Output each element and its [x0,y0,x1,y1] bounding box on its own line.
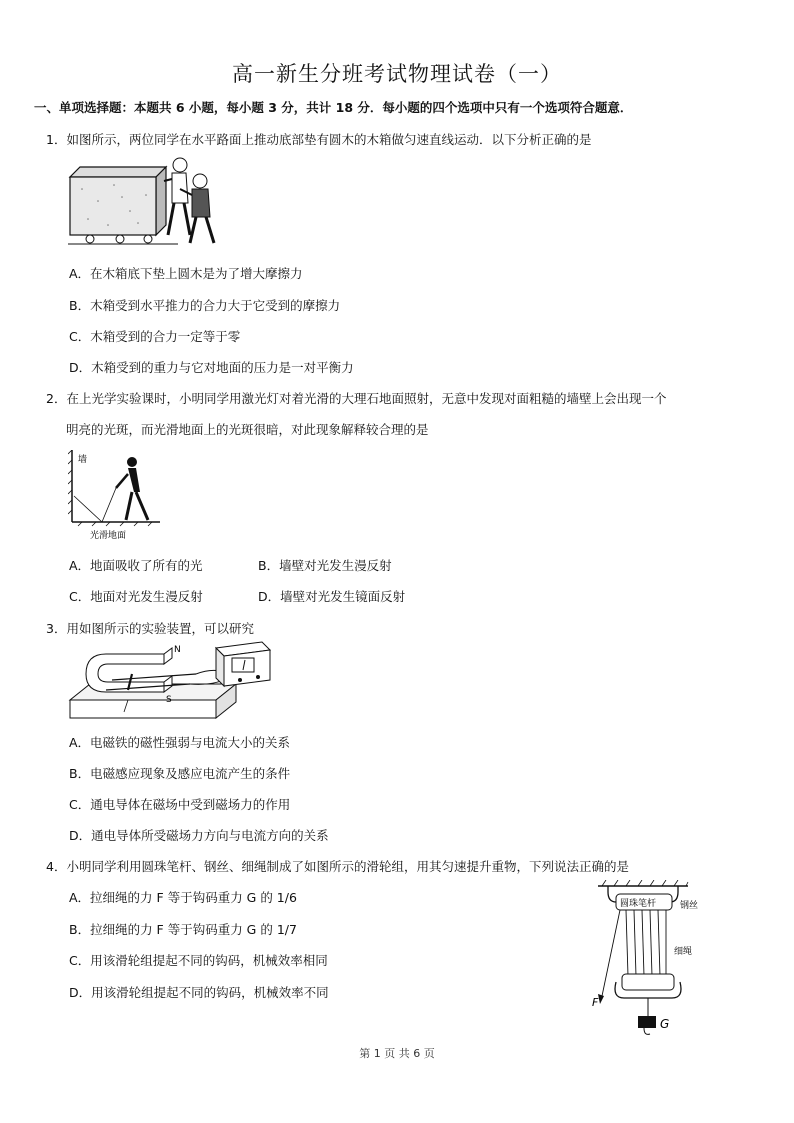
q4-figure-pulley [588,880,718,1044]
q3-figure-magnet-apparatus [66,640,276,728]
q2-stem-line2: 明亮的光斑，而光滑地面上的光斑很暗，对此现象解释较合理的是 [66,422,429,437]
q3-option-a: A．电磁铁的磁性强弱与电流大小的关系 [69,735,291,750]
q3-n-label: N [174,645,181,655]
q2-option-c: C．地面对光发生漫反射 [69,589,203,604]
q4-g-label: G [660,1017,670,1031]
q4-option-c: C．用该滑轮组提起不同的钩码，机械效率相同 [69,953,328,968]
q4-option-d: D．用该滑轮组提起不同的钩码，机械效率不同 [69,985,329,1000]
q1-stem: 1．如图所示，两位同学在水平路面上推动底部垫有圆木的木箱做匀速直线运动．以下分析正确的是 [46,132,592,147]
q4-stem: 4．小明同学利用圆珠笔杆、钢丝、细绳制成了如图所示的滑轮组，用其匀速提升重物，下列说法正确的是 [46,859,629,874]
q4-pen-label: 圆珠笔杆 [620,899,657,909]
q2-option-b: B．墙壁对光发生漫反射 [258,558,392,573]
q3-stem: 3．用如图所示的实验装置，可以研究 [46,621,254,636]
page-footer: 第 1 页 共 6 页 [359,1047,435,1060]
q1-option-d: D．木箱受到的重力与它对地面的压力是一对平衡力 [69,360,354,375]
q1-option-c: C．木箱受到的合力一定等于零 [69,329,241,344]
q4-wire-label: 钢丝 [680,901,699,911]
page-title: 高一新生分班考试物理试卷（一） [232,62,562,86]
q4-rope-label: 细绳 [674,947,693,957]
q1-figure-pushing-box [68,155,218,251]
q4-f-label: F [592,996,599,1009]
q2-figure-laser [68,450,168,544]
q3-option-b: B．电磁感应现象及感应电流产生的条件 [69,766,291,781]
q3-option-d: D．通电导体所受磁场力方向与电流方向的关系 [69,828,329,843]
q2-floor-label: 光滑地面 [90,531,127,540]
q3-s-label: S [166,695,172,705]
q3-option-c: C．通电导体在磁场中受到磁场力的作用 [69,797,291,812]
q2-option-a: A．地面吸收了所有的光 [69,558,203,573]
q4-option-a: A．拉细绳的力 F 等于钩码重力 G 的 1/6 [69,890,297,905]
q2-stem-line1: 2．在上光学实验课时，小明同学用激光灯对着光滑的大理石地面照射，无意中发现对面粗糙的墙壁上会出现一个 [46,391,667,406]
section-heading: 一、单项选择题：本题共 6 小题，每小题 3 分，共计 18 分．每小题的四个选项中只有一个选项符合题意． [34,100,633,115]
q4-option-b: B．拉细绳的力 F 等于钩码重力 G 的 1/7 [69,922,297,937]
q1-option-b: B．木箱受到水平推力的合力大于它受到的摩擦力 [69,298,341,313]
q2-wall-label: 墙 [78,455,88,465]
q2-option-d: D．墙壁对光发生镜面反射 [258,589,406,604]
q1-option-a: A．在木箱底下垫上圆木是为了增大摩擦力 [69,266,303,281]
